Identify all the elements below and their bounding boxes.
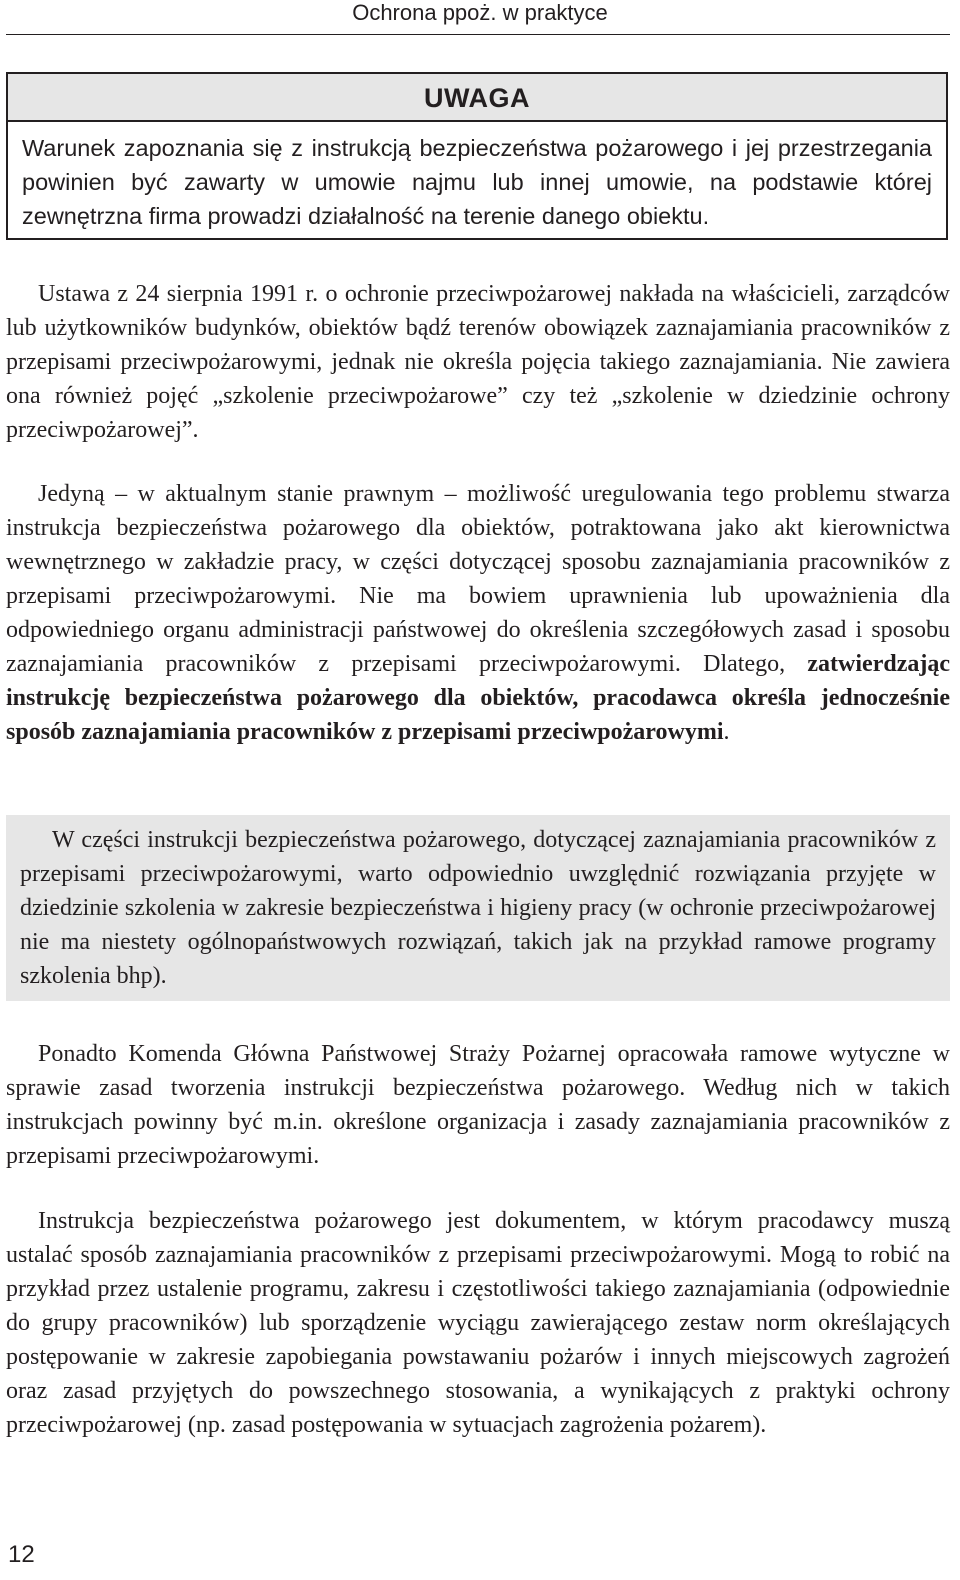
running-head: Ochrona ppoż. w praktyce (352, 0, 608, 25)
paragraph-kg-psp-guidelines: Ponadto Komenda Główna Państwowej Straży Pożarnej opracowała ramowe wytyczne w sprawie zasad tworzenia instrukcji bezpieczeństwa pożarowego. Według nich w takich instrukcjach powinny być m.in. określone organizacja i zasady zaznajamiania pracowników z przepisami przeciwpożarowymi. (6, 1041, 950, 1169)
paragraph-text: Jedyną – w aktualnym stanie prawnym – możliwość uregulowania tego problemu stwarza instrukcja bezpieczeństwa pożarowego dla obiektów, potraktowana jako akt kierownictwa wewnętrznego w zakładzie pracy, w części dotyczącej sposobu zaznajamiania pracowników z przepisami przeciwpożarowymi. Nie ma bowiem uprawnienia lub upoważnienia dla odpowiedniego organu administracji państwowej do określenia szczegółowych zasad i sposobu zaznajamiania pracowników z przepisami przeciwpożarowymi. Dlatego, (6, 481, 950, 677)
paragraph-emphasis: zatwierdzając instrukcję bezpieczeństwa pożarowego dla obiektów, pracodawca określa jednocześnie sposób zaznajamiania pracowników z przepisami przeciwpożarowymi (6, 651, 950, 745)
page-number: 12 (8, 1541, 35, 1568)
paragraph-instruction-document: Instrukcja bezpieczeństwa pożarowego jest dokumentem, w którym pracodawcy muszą ustalać sposób zaznajamiania pracowników z przepisami przeciwpożarowymi. Mogą to robić na przykład przez ustalenie programu, zakresu i częstotliwości takiego zaznajamiania (odpowiednie do grupy pracowników) lub sporządzenie wyciągu zawierającego zestaw norm określających postępowanie w zakresie zapobiegania powstawaniu pożarów i innych miejscowych zagrożeń oraz zasad przyjętych do powszechnego stosowania, a wynikających z praktyki ochrony przeciwpożarowej (np. zasad postępowania w sytuacjach zagrożenia pożarem). (6, 1208, 950, 1438)
notice-text: Warunek zapoznania się z instrukcją bezpieczeństwa pożarowego i jej przestrzegania powinien być zawarty w umowie najmu lub innej umowie, na podstawie której zewnętrzna firma prowadzi działalność na terenie danego obiektu. (22, 135, 932, 229)
header-rule (6, 34, 950, 35)
paragraph-end: . (723, 719, 730, 745)
paragraph-act-1991: Ustawa z 24 sierpnia 1991 r. o ochronie przeciwpożarowej nakłada na właścicieli, zarządców lub użytkowników budynków, obiektów bądź terenów obowiązek zaznajamiania pracowników z przepisami przeciwpożarowymi, jednak nie określa pojęcia takiego zaznajamiania. Nie zawiera ona również pojęć „szkolenie przeciwpożarowe” czy też „szkolenie w dziedzinie ochrony przeciwpożarowej”. (6, 281, 950, 443)
notice-title: UWAGA (8, 74, 946, 122)
paragraph-bhp-training: W części instrukcji bezpieczeństwa pożarowego, dotyczącej zaznajamiania pracowników z przepisami przeciwpożarowymi, warto odpowiednio uwzględnić rozwiązania przyjęte w dziedzinie szkolenia w zakresie bezpieczeństwa i higieny pracy (w ochronie przeciwpożarowej nie ma niestety ogólnopaństwowych rozwiązań, takich jak na przykład ramowe programy szkolenia bhp). (20, 827, 936, 989)
paragraph-fire-safety-instruction (6, 477, 950, 749)
highlight-box (6, 815, 950, 1001)
notice-box (6, 72, 948, 240)
